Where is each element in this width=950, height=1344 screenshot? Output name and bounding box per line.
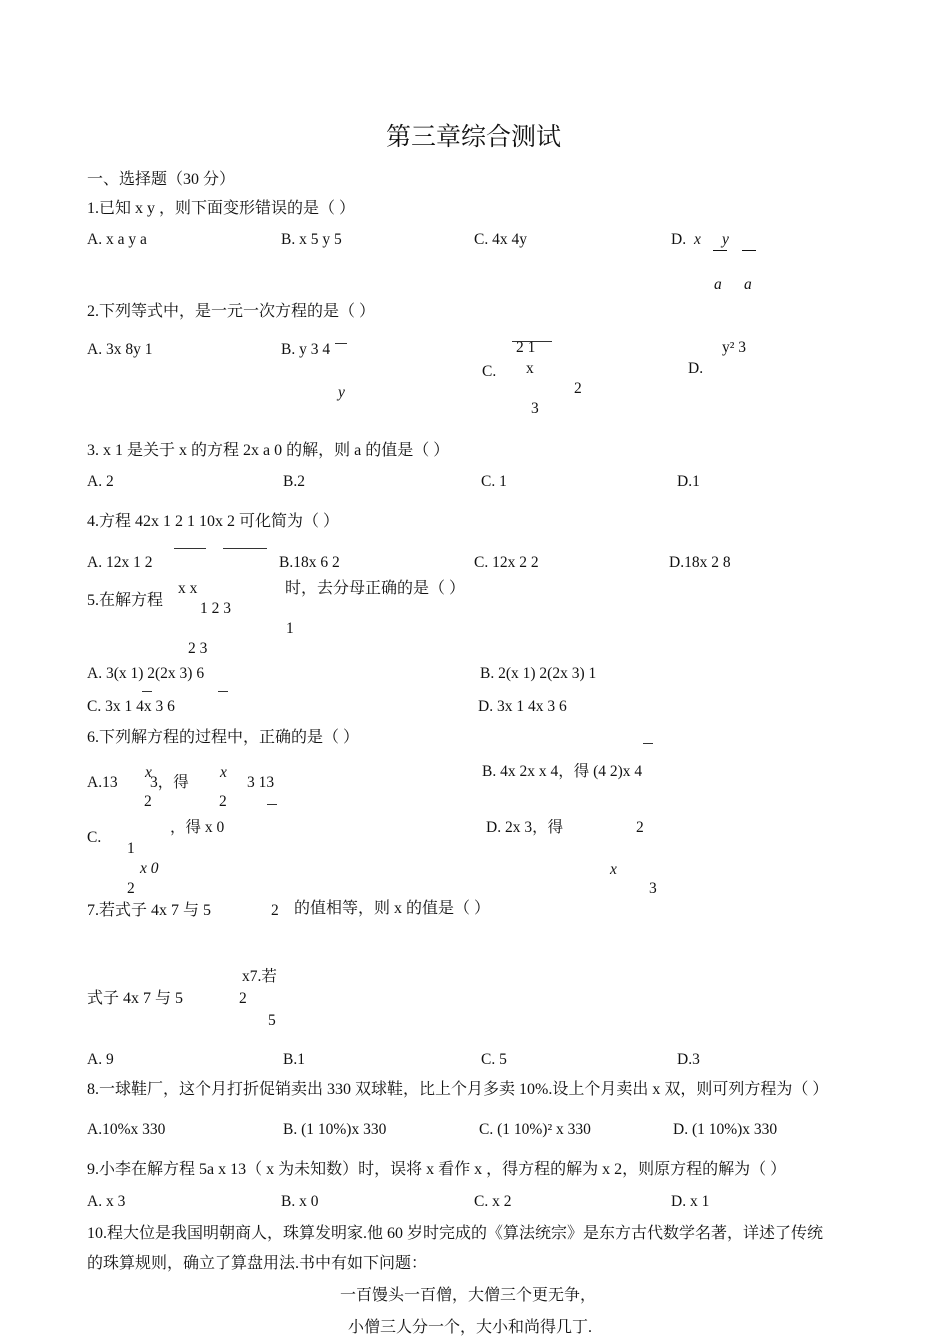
question-6-option-c-2: 2 [127, 880, 135, 897]
question-6-option-d-2: 2 [636, 819, 644, 836]
question-2-option-c-3: 3 [531, 400, 539, 417]
question-9-option-b: B. x 0 [281, 1193, 319, 1210]
question-2-option-d-label: D. [688, 360, 704, 377]
question-6-option-d: D. 2x 3，得 [486, 819, 564, 836]
question-10-line-1: 10.程大位是我国明朝商人，珠算发明家.他 60 岁时完成的《算法统宗》是东方古代数学名著，详述了传统 [87, 1225, 824, 1242]
question-8-stem: 8.一球鞋厂，这个月打折促销卖出 330 双球鞋，比上个月多卖 10%.设上个月卖出 x 双，则可列方程为（ ） [87, 1081, 829, 1098]
question-7-option-b: B.1 [283, 1051, 305, 1068]
section-heading: 一、选择题（30 分） [87, 171, 236, 188]
page-title: 第三章综合测试 [386, 124, 562, 151]
question-4-option-a: A. 12x 1 2 [87, 554, 153, 571]
question-1-option-d-a2: a [744, 276, 752, 293]
question-9-option-a: A. x 3 [87, 1193, 126, 1210]
question-5-bar-1 [142, 691, 152, 692]
question-6-option-a-result: 3 13 [247, 774, 275, 791]
question-1-option-d-a1: a [714, 276, 722, 293]
question-7-fragment-1: x7.若 [242, 968, 277, 985]
question-4-option-b: B.18x 6 2 [279, 554, 340, 571]
question-6-option-a-den1: 2 [144, 793, 152, 810]
question-2-option-c-2: 2 [574, 380, 582, 397]
question-7-repeat-2: 2 [239, 990, 247, 1007]
question-5-stem-prefix: 5.在解方程 [87, 592, 164, 609]
question-2-option-b-bar [335, 343, 347, 344]
question-4-option-c: C. 12x 2 2 [474, 554, 539, 571]
question-3-stem: 3. x 1 是关于 x 的方程 2x a 0 的解，则 a 的值是（ ） [87, 442, 450, 459]
question-5-option-c: C. 3x 1 4x 3 6 [87, 698, 175, 715]
question-9-stem: 9.小李在解方程 5a x 13（ x 为未知数）时，误将 x 看作 x ，得方程的解为 x 2，则原方程的解为（ ） [87, 1161, 787, 1178]
question-2-option-c-mid: x [526, 360, 534, 377]
question-7-stem-prefix: 7.若式子 4x 7 与 5 [87, 902, 212, 919]
question-7-option-d: D.3 [677, 1051, 700, 1068]
question-8-option-b: B. (1 10%)x 330 [283, 1121, 387, 1138]
question-2-option-c-top: 2 1 [516, 339, 536, 356]
question-7-fragment-2: 5 [268, 1012, 276, 1029]
question-5-equation-row2: 2 3 [188, 640, 208, 657]
question-5-bar-2 [218, 691, 228, 692]
question-6-option-c-label: C. [87, 829, 102, 846]
question-10-poem-line-2: 小僧三人分一个，大小和尚得几丁. [348, 1319, 593, 1336]
question-10-poem-line-1: 一百馒头一百僧，大僧三个更无争， [340, 1287, 597, 1304]
question-5-equation-row1: 1 2 3 [200, 600, 231, 617]
question-6-option-a-mid: 3，得 [150, 774, 189, 791]
question-1-fraction-bar-right [742, 250, 756, 251]
question-8-option-a: A.10%x 330 [87, 1121, 166, 1138]
question-8-option-c: C. (1 10%)² x 330 [479, 1121, 591, 1138]
question-6-stem: 6.下列解方程的过程中，正确的是（ ） [87, 729, 360, 746]
question-7-option-c: C. 5 [481, 1051, 507, 1068]
question-2-option-a: A. 3x 8y 1 [87, 341, 153, 358]
question-4-option-d: D.18x 2 8 [669, 554, 731, 571]
question-8-option-d: D. (1 10%)x 330 [673, 1121, 778, 1138]
question-4-bar-1 [174, 548, 206, 549]
question-1-stem: 1.已知 x y ，则下面变形错误的是（ ） [87, 200, 356, 217]
question-6-option-c-1: 1 [127, 840, 135, 857]
question-2-option-b-y: y [338, 384, 345, 401]
question-2-option-d-expr: y² 3 [722, 339, 747, 356]
question-6-bar-1 [643, 743, 653, 744]
question-1-option-b: B. x 5 y 5 [281, 231, 342, 248]
question-6-option-a-den2: 2 [219, 793, 227, 810]
question-1-fraction-bar-left [713, 250, 727, 251]
question-6-option-d-3: 3 [649, 880, 657, 897]
question-7-stem-suffix: 的值相等，则 x 的值是（ ） [294, 900, 491, 917]
question-3-option-c: C. 1 [481, 473, 507, 490]
question-5-stem-suffix: 时，去分母正确的是（ ） [285, 580, 466, 597]
question-6-bar-2 [267, 804, 277, 805]
question-10-line-2: 的珠算规则，确立了算盘用法.书中有如下问题： [87, 1255, 428, 1272]
question-6-option-d-x: x [610, 861, 617, 878]
question-2-option-b: B. y 3 4 [281, 341, 331, 358]
question-5-option-d: D. 3x 1 4x 3 6 [478, 698, 567, 715]
question-1-option-d-label: D. [671, 231, 687, 248]
question-9-option-d: D. x 1 [671, 1193, 710, 1210]
question-6-option-c-x0: x 0 [140, 860, 159, 877]
question-1-option-d-y: y [722, 231, 729, 248]
question-3-option-b: B.2 [283, 473, 305, 490]
question-6-option-a-prefix: A.13 [87, 774, 118, 791]
question-4-bar-2 [223, 548, 267, 549]
question-5-equation-top: x x [178, 580, 198, 597]
question-7-option-a: A. 9 [87, 1051, 114, 1068]
question-5-equation-one: 1 [286, 620, 294, 637]
question-6-option-b: B. 4x 2x x 4，得 (4 2)x 4 [482, 763, 643, 780]
question-4-stem: 4.方程 42x 1 2 1 10x 2 可化简为（ ） [87, 513, 340, 530]
question-9-option-c: C. x 2 [474, 1193, 512, 1210]
question-5-option-a: A. 3(x 1) 2(2x 3) 6 [87, 665, 205, 682]
question-3-option-a: A. 2 [87, 473, 114, 490]
question-1-option-a: A. x a y a [87, 231, 147, 248]
question-1-option-d-x: x [694, 231, 701, 248]
question-3-option-d: D.1 [677, 473, 700, 490]
question-1-option-c: C. 4x 4y [474, 231, 527, 248]
question-5-option-b: B. 2(x 1) 2(2x 3) 1 [480, 665, 597, 682]
question-6-option-a-x2: x [220, 764, 227, 781]
question-7-repeat-line: 式子 4x 7 与 5 [87, 990, 184, 1007]
question-2-option-c-label: C. [482, 363, 497, 380]
question-2-stem: 2.下列等式中，是一元一次方程的是（ ） [87, 303, 376, 320]
question-6-option-c-mid: ，得 x 0 [170, 819, 225, 836]
question-7-stem-2: 2 [271, 902, 279, 919]
question-6-option-a-x: x [145, 764, 152, 781]
